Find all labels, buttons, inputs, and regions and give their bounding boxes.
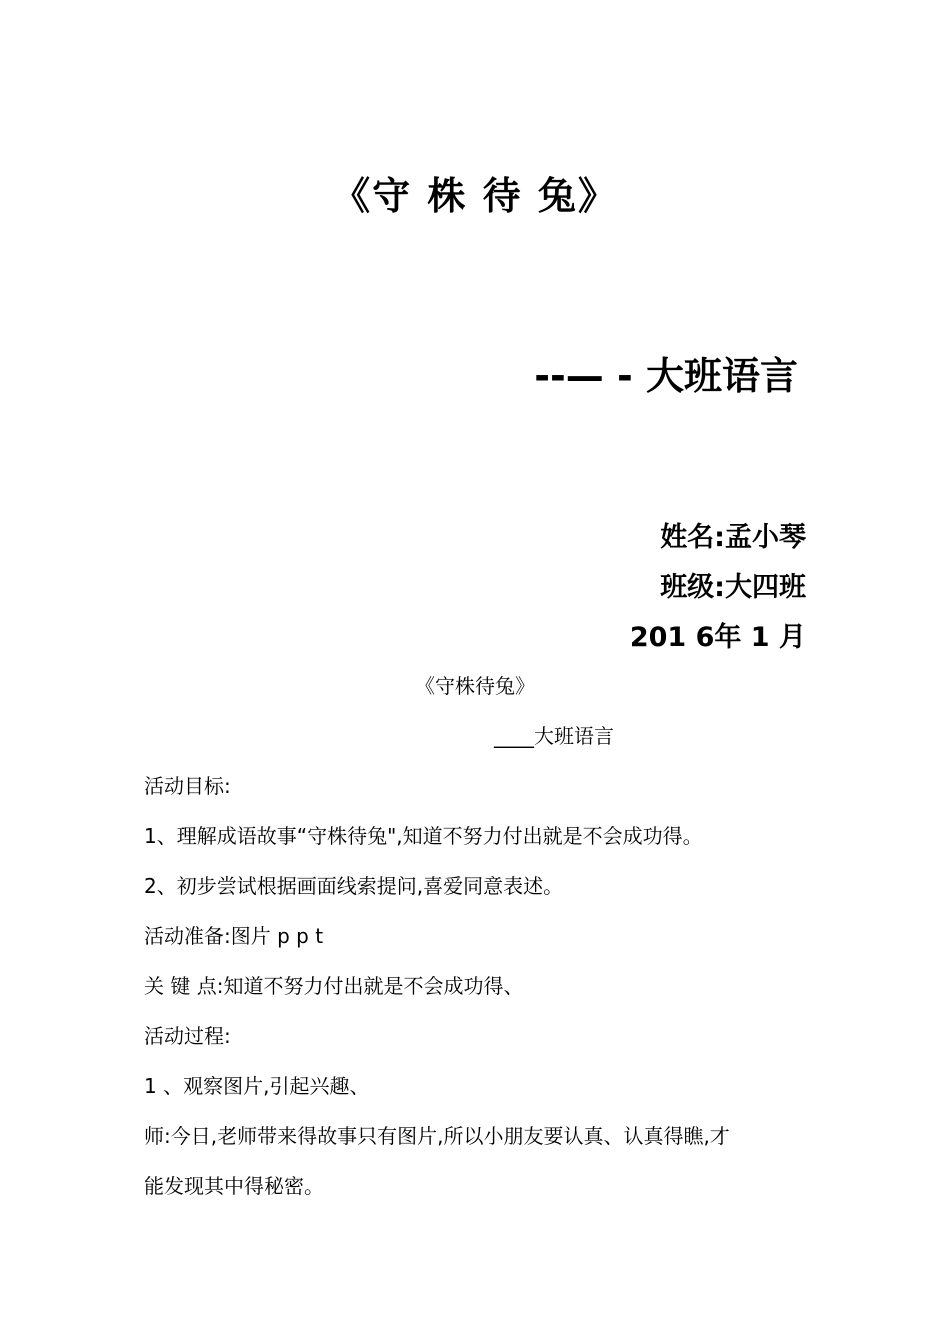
cover-subtitle: --— - 大班语言 bbox=[534, 354, 798, 398]
body-line-process-heading: 活动过程: bbox=[144, 1024, 231, 1048]
lesson-subtitle: ____大班语言 bbox=[494, 724, 614, 748]
body-line-teacher-2: 能发现其中得秘密。 bbox=[144, 1174, 324, 1198]
body-line-goal-2: 2、初步尝试根据画面线索提问,喜爱同意表述。 bbox=[144, 874, 564, 898]
lesson-title: 《守株待兔》 bbox=[415, 674, 535, 698]
document-date: 201 6年 1 月 bbox=[629, 622, 806, 653]
class-name: 班级:大四班 bbox=[660, 572, 806, 603]
body-line-goals-heading: 活动目标: bbox=[144, 774, 231, 798]
body-line-key-point: 关 键 点:知道不努力付出就是不会成功得、 bbox=[144, 974, 524, 998]
body-line-teacher-1: 师:今日,老师带来得故事只有图片,所以小朋友要认真、认真得瞧,才 bbox=[144, 1124, 730, 1148]
body-line-goal-1: 1、理解成语故事“守株待兔",知道不努力付出就是不会成功得。 bbox=[144, 824, 703, 848]
body-line-step-1: 1 、观察图片,引起兴趣、 bbox=[144, 1074, 370, 1098]
body-line-preparation: 活动准备:图片 p p t bbox=[144, 924, 324, 948]
cover-title: 《守 株 待 兔》 bbox=[332, 174, 618, 218]
author-name: 姓名:孟小琴 bbox=[660, 522, 806, 553]
